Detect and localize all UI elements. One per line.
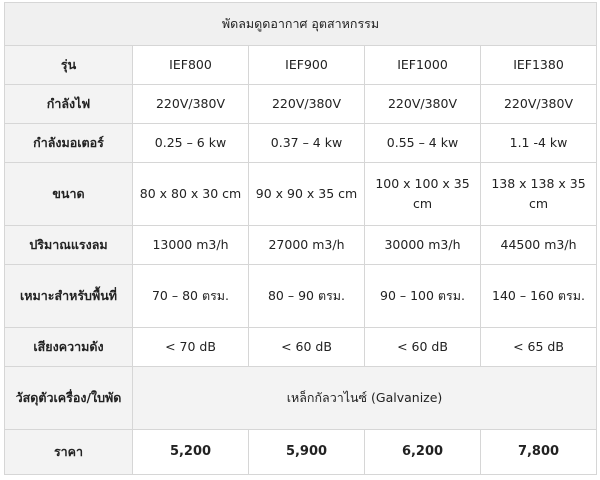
cell-value: 220V/380V [481, 85, 597, 124]
motor-row [5, 124, 597, 163]
cell-value: 220V/380V [365, 85, 481, 124]
cell-value: 27000 m3/h [249, 226, 365, 265]
price-row [5, 430, 597, 475]
cell-value: < 70 dB [133, 328, 249, 367]
airflow-row [5, 226, 597, 265]
cell-value: 220V/380V [133, 85, 249, 124]
table-title: พัดลมดูดอากาศ อุตสาหกรรม [5, 3, 597, 46]
cell-value: 80 – 90 ตรม. [249, 265, 365, 328]
size-row [5, 163, 597, 226]
cell-value: 44500 m3/h [481, 226, 597, 265]
cell-value: < 65 dB [481, 328, 597, 367]
cell-value: 70 – 80 ตรม. [133, 265, 249, 328]
noise-row [5, 328, 597, 367]
cell-value: 140 – 160 ตรม. [481, 265, 597, 328]
cell-value: 0.37 – 4 kw [249, 124, 365, 163]
cell-value: 0.25 – 6 kw [133, 124, 249, 163]
model-label: รุ่น [5, 46, 133, 85]
price-value: 6,200 [365, 430, 481, 475]
model-row [5, 46, 597, 85]
cell-value: 138 x 138 x 35 cm [481, 163, 597, 226]
spec-table [4, 2, 597, 475]
model-name: IEF900 [249, 46, 365, 85]
title-row [5, 3, 597, 46]
row-label: ปริมาณแรงลม [5, 226, 133, 265]
row-label: เสียงความดัง [5, 328, 133, 367]
cell-value: 13000 m3/h [133, 226, 249, 265]
cell-value: < 60 dB [365, 328, 481, 367]
row-label: เหมาะสำหรับพื้นที่ [5, 265, 133, 328]
row-label: วัสดุตัวเครื่อง/ใบพัด [5, 367, 133, 430]
row-label: ราคา [5, 430, 133, 475]
cell-value: < 60 dB [249, 328, 365, 367]
cell-value: 90 x 90 x 35 cm [249, 163, 365, 226]
model-name: IEF800 [133, 46, 249, 85]
row-label: กำลังมอเตอร์ [5, 124, 133, 163]
cell-value: 80 x 80 x 30 cm [133, 163, 249, 226]
row-label: กำลังไฟ [5, 85, 133, 124]
material-value: เหล็กกัลวาไนซ์ (Galvanize) [133, 367, 597, 430]
cell-value: 30000 m3/h [365, 226, 481, 265]
spec-table-container [4, 2, 596, 475]
power-row [5, 85, 597, 124]
model-name: IEF1380 [481, 46, 597, 85]
cell-value: 220V/380V [249, 85, 365, 124]
model-name: IEF1000 [365, 46, 481, 85]
cell-value: 0.55 – 4 kw [365, 124, 481, 163]
row-label: ขนาด [5, 163, 133, 226]
cell-value: 90 – 100 ตรม. [365, 265, 481, 328]
price-value: 5,900 [249, 430, 365, 475]
price-value: 7,800 [481, 430, 597, 475]
cell-value: 100 x 100 x 35 cm [365, 163, 481, 226]
material-row [5, 367, 597, 430]
cell-value: 1.1 -4 kw [481, 124, 597, 163]
price-value: 5,200 [133, 430, 249, 475]
area-row [5, 265, 597, 328]
